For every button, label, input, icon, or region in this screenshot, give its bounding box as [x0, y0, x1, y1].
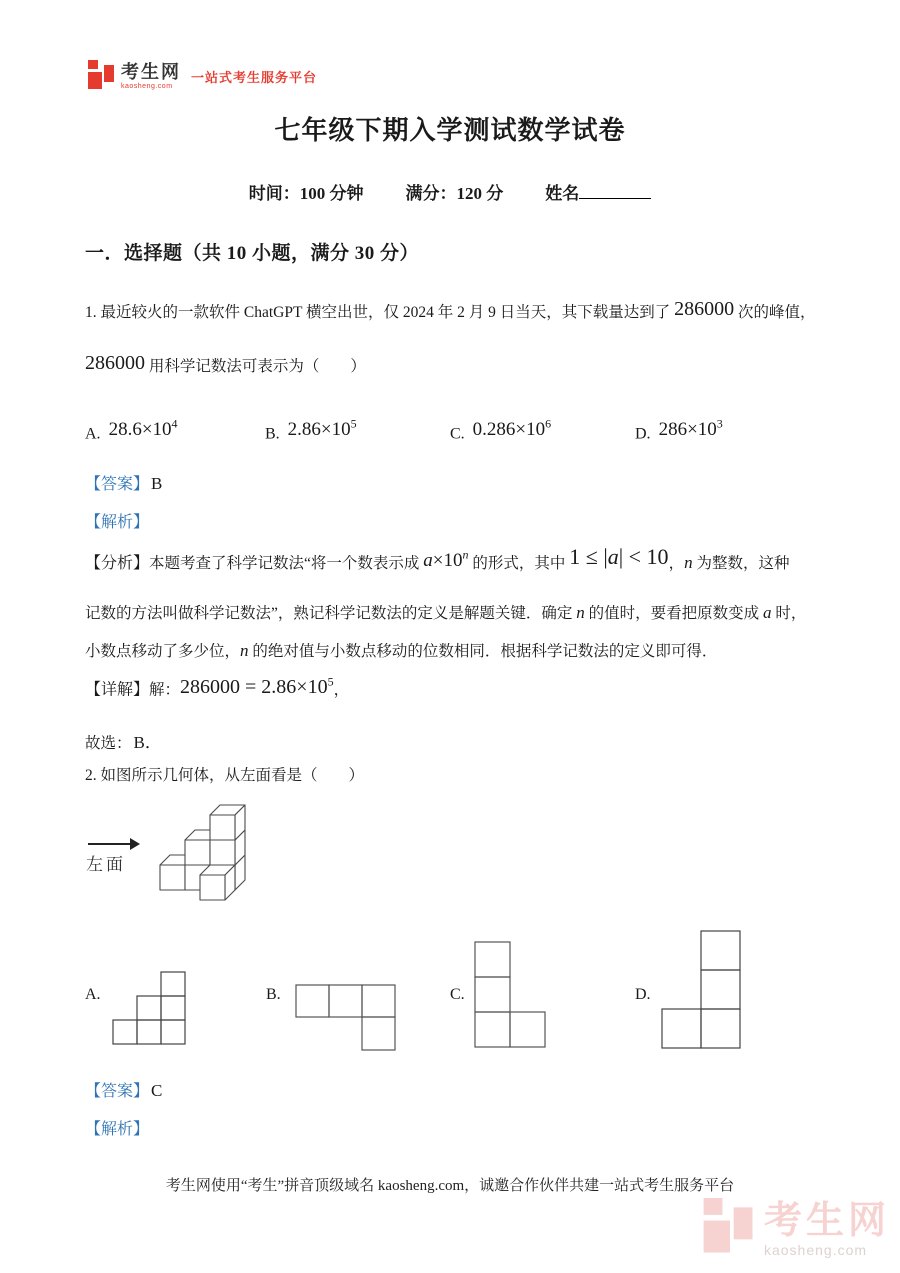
- q2-option-d-label: D.: [635, 986, 651, 1003]
- logo-text: [121, 63, 181, 90]
- q1-option-d-base: ×10: [687, 419, 717, 441]
- q1-fenxi-n2-char: n: [576, 603, 585, 622]
- logo-domain: kaosheng.com: [121, 83, 173, 90]
- watermark-name: 考生网: [763, 1199, 890, 1242]
- q1-fenxi-n1: [684, 553, 693, 572]
- q1-answer-tag: 【答案】: [85, 476, 150, 493]
- kaosheng-logo: [88, 60, 317, 93]
- q1-option-a-coeff: 28.6: [108, 419, 142, 441]
- q1-option-b: [265, 417, 357, 444]
- q1-option-c-base: ×10: [515, 419, 546, 441]
- q2-answer-line: [85, 1078, 162, 1101]
- kaosheng-watermark: [702, 1198, 890, 1260]
- q1-stem-pre: 1. 最近较火的一款软件 ChatGPT 横空出世，仅 2024 年 2 月 9 日当天，其下载量达到了: [85, 304, 675, 321]
- logo-name: 考生网: [121, 62, 181, 82]
- q2-answer-value: C: [151, 1081, 163, 1100]
- q1-option-c-exp: 6: [545, 417, 552, 431]
- footer-text: 考生网使用“考生”拼音顶级域名 kaosheng.com，诚邀合作伙伴共建一站式考生服务平台: [165, 1178, 735, 1194]
- q1-formula-tail: ，: [333, 681, 350, 699]
- q2-view-label: 左面: [86, 855, 126, 874]
- q1-fenxi-l1b: 的形式，其中: [468, 555, 570, 572]
- q1-fenxi-a2: [763, 603, 772, 622]
- q1-stem-line2: [85, 354, 366, 377]
- q1-fenxi-math1: [423, 547, 469, 571]
- q2-option-c-figure: [474, 941, 548, 1049]
- q2-option-c-label: C.: [450, 986, 465, 1003]
- q1-fenxi-inequality: [569, 544, 668, 569]
- q1-fenxi-ineq-left: 1 ≤ |: [569, 544, 608, 569]
- q1-xiangjie-formula: [180, 676, 334, 698]
- q1-fenxi-ineq-a: a: [607, 544, 619, 569]
- q1-formula-exp: 5: [327, 674, 334, 688]
- q1-stem-post: 次的峰值，: [734, 304, 816, 321]
- kaosheng-logo-icon: [88, 60, 115, 93]
- q1-jiexi-tag: 【解析】: [85, 514, 150, 531]
- q1-fenxi-n3-char: n: [240, 641, 249, 660]
- watermark-text: [763, 1199, 890, 1258]
- q1-option-a: [85, 417, 178, 444]
- q1-fenxi-l3b: 的绝对值与小数点移动的位数相同．根据科学记数法的定义即可得．: [248, 643, 718, 660]
- q1-formula-base: 286000 = 2.86×10: [180, 675, 328, 698]
- q1-xiangjie-line: [85, 676, 349, 701]
- q1-fenxi-a2-char: a: [763, 603, 772, 622]
- name-blank-line: [579, 181, 651, 199]
- q1-fenxi-line2: [85, 601, 806, 623]
- q2-jiexi-line: [85, 1116, 149, 1139]
- score-label: 满分：120 分: [405, 184, 504, 203]
- q2-option-d-figure: [660, 930, 742, 1050]
- name-label: 姓名: [545, 184, 580, 203]
- q1-fenxi-ineq-right: | < 10: [618, 544, 669, 569]
- q1-option-c: [450, 417, 552, 444]
- q1-fenxi-n3: [240, 641, 249, 660]
- q1-option-b-label: B.: [265, 425, 280, 443]
- q1-xiangjie-jie: 解：: [149, 681, 181, 699]
- q1-option-d-exp: 3: [716, 417, 723, 431]
- q1-option-b-exp: 5: [350, 417, 357, 431]
- q1-option-d-coeff: 286: [658, 419, 688, 441]
- kaosheng-watermark-icon: [702, 1198, 756, 1260]
- q1-fenxi-math1-base: ×10: [432, 550, 463, 571]
- q1-option-a-base: ×10: [141, 419, 172, 441]
- q1-stem-number: 286000: [674, 298, 735, 320]
- q1-option-d-label: D.: [635, 425, 651, 443]
- q1-option-d: [635, 417, 723, 444]
- q1-guxuan-label: 故选：: [85, 735, 132, 752]
- logo-tagline: 一站式考生服务平台: [191, 70, 318, 85]
- q1-fenxi-math1-exp: n: [462, 547, 469, 562]
- q2-option-b-label: B.: [266, 986, 281, 1003]
- q1-xiangjie-tag: 【详解】: [85, 681, 150, 699]
- q1-option-b-coeff: 2.86: [287, 419, 321, 441]
- q1-fenxi-line1: [85, 544, 790, 574]
- time-label: 时间：100 分钟: [248, 184, 364, 203]
- q1-fenxi-l1d: 为整数，这种: [692, 555, 790, 572]
- q1-fenxi-l2b: 的值时，要看把原数变成: [584, 605, 764, 622]
- q2-option-a-figure: [112, 970, 190, 1048]
- q1-answer-line: [85, 471, 162, 494]
- q1-fenxi-tag: 【分析】: [85, 555, 150, 572]
- q1-option-a-math: [109, 419, 178, 440]
- q2-view-direction: [86, 836, 140, 875]
- q1-fenxi-l2c: 时，: [771, 605, 807, 622]
- q1-stem2-number: 286000: [85, 352, 145, 374]
- q1-fenxi-l1c: ，: [668, 555, 685, 572]
- q2-answer-tag: 【答案】: [85, 1083, 150, 1100]
- q2-cube-stack-figure: [142, 794, 260, 908]
- q1-fenxi-n2: [576, 603, 585, 622]
- q1-fenxi-line3: [85, 639, 717, 661]
- q2-option-b-figure: [295, 984, 397, 1052]
- q1-option-b-base: ×10: [320, 419, 351, 441]
- watermark-domain: kaosheng.com: [763, 1241, 868, 1258]
- q1-stem-line1: [85, 300, 816, 323]
- q1-option-c-label: C.: [450, 425, 465, 443]
- q1-option-b-math: [288, 419, 357, 440]
- q2-stem: 2. 如图所示几何体，从左面看是（ ）: [85, 767, 365, 784]
- q1-option-a-exp: 4: [171, 417, 178, 431]
- q1-option-a-label: A.: [85, 425, 101, 443]
- q1-option-d-math: [659, 419, 723, 440]
- q1-jiexi-line: [85, 509, 149, 532]
- q1-answer-value: B: [151, 474, 163, 493]
- q1-stem2-text: 用科学记数法可表示为（ ）: [145, 358, 366, 375]
- section-1-heading: 一．选择题（共 10 小题，满分 30 分）: [85, 243, 420, 264]
- q1-option-c-math: [473, 419, 551, 440]
- q1-fenxi-n1-char: n: [684, 553, 693, 572]
- right-arrow-icon: [86, 836, 140, 850]
- q1-fenxi-l1a: 本题考查了科学记数法“将一个数表示成: [149, 555, 424, 572]
- q1-fenxi-l2a: 记数的方法叫做科学记数法”，熟记科学记数法的定义是解题关键．确定: [85, 605, 577, 622]
- q2-jiexi-tag: 【解析】: [85, 1121, 150, 1138]
- q1-guxuan-answer: B．: [133, 733, 162, 752]
- paper-info-line: [0, 179, 900, 204]
- q1-option-c-coeff: 0.286: [472, 419, 516, 441]
- q1-fenxi-math1-a: a: [423, 550, 433, 571]
- q1-guxuan-line: [85, 728, 162, 753]
- q1-fenxi-l3a: 小数点移动了多少位，: [85, 643, 241, 660]
- paper-title: 七年级下期入学测试数学试卷: [274, 116, 626, 145]
- q2-option-a-label: A.: [85, 986, 101, 1003]
